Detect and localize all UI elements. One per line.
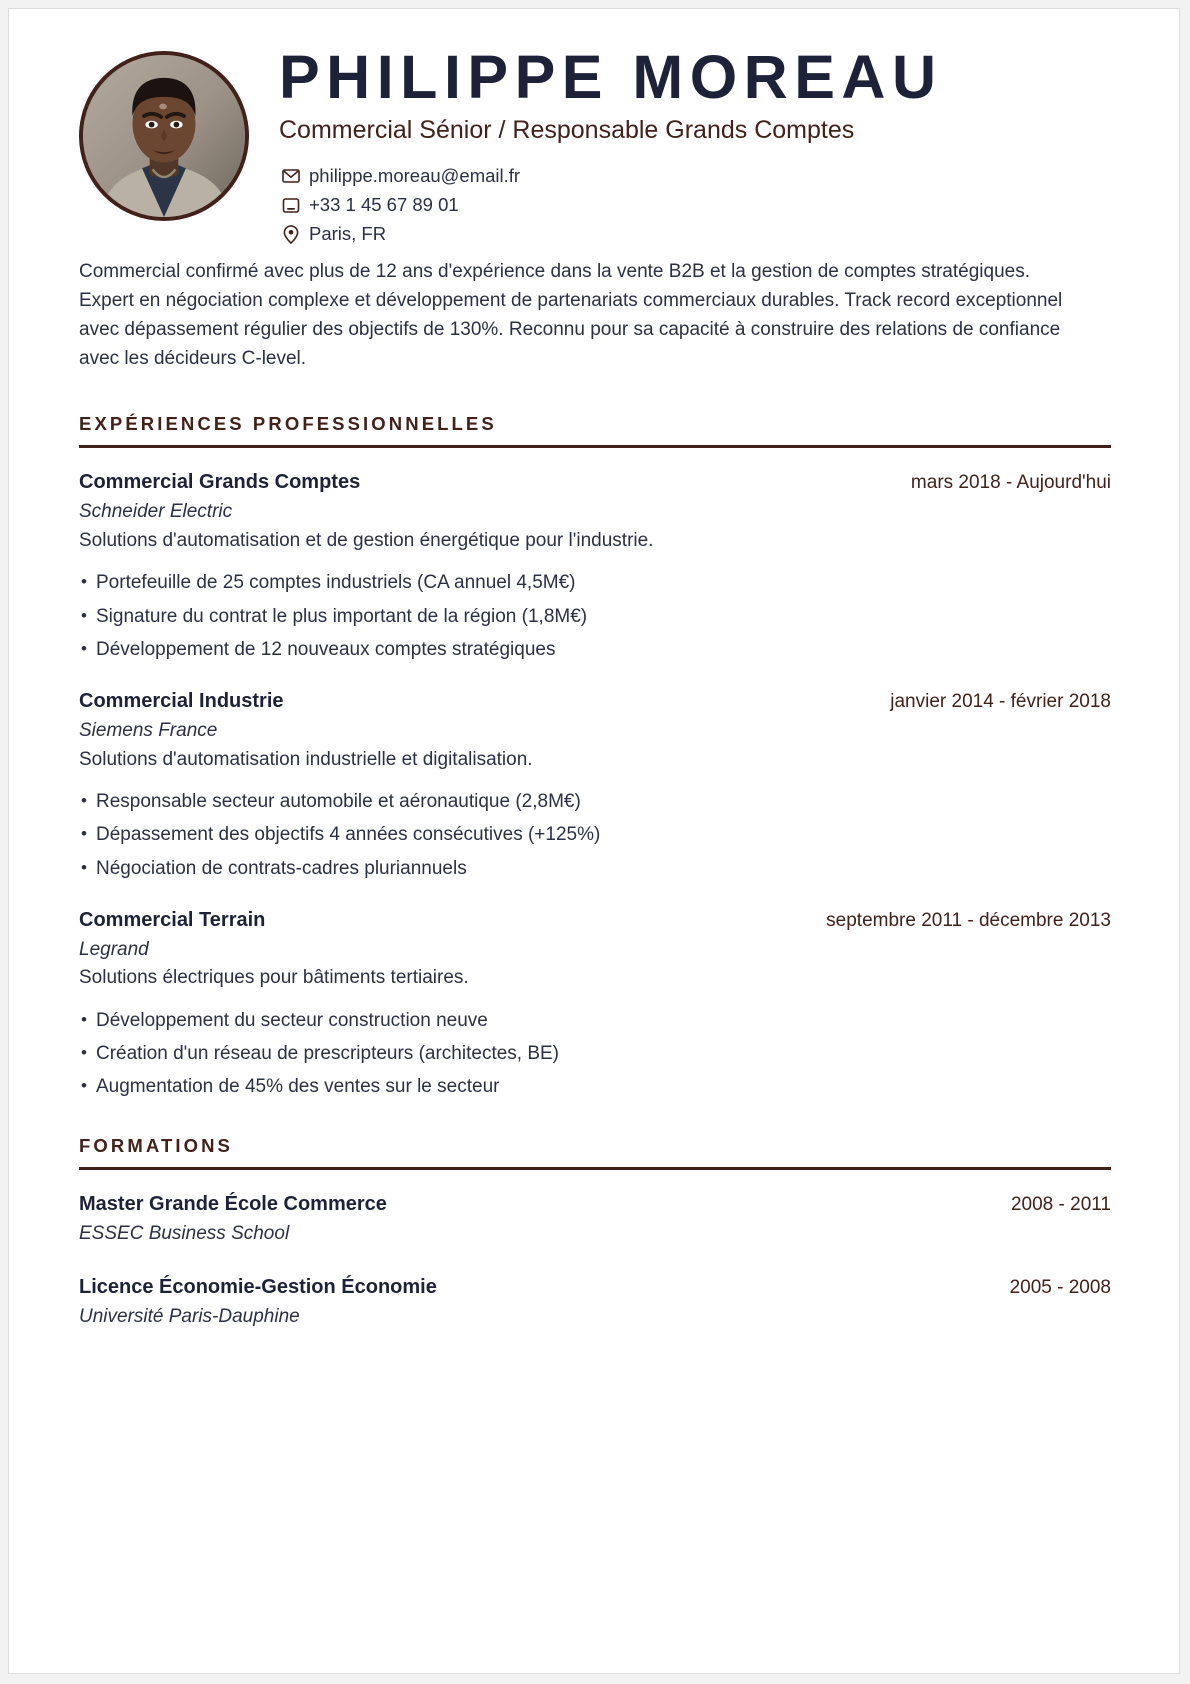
list-item: • Portefeuille de 25 comptes industriels (CA annuel 4,5M€) bbox=[79, 570, 1111, 596]
list-item: • Développement du secteur construction neuve bbox=[79, 1008, 1111, 1034]
list-item: • Création d'un réseau de prescripteurs (architectes, BE) bbox=[79, 1041, 1111, 1067]
page-title: PHILIPPE MOREAU bbox=[279, 43, 943, 111]
experience-description: Solutions électriques pour bâtiments tertiaires. bbox=[79, 967, 469, 989]
experience-description: Solutions d'automatisation industrielle et digitalisation. bbox=[79, 748, 533, 770]
header-text-block bbox=[261, 45, 1111, 244]
education-entry bbox=[79, 1192, 1111, 1248]
profile-photo-illustration bbox=[83, 55, 245, 217]
job-subtitle: Commercial Sénior / Responsable Grands Comptes bbox=[279, 115, 855, 144]
experience-company: Legrand bbox=[79, 938, 149, 960]
list-item: • Augmentation de 45% des ventes sur le secteur bbox=[79, 1074, 1111, 1100]
experience-role: Commercial Terrain bbox=[79, 908, 266, 931]
avatar bbox=[79, 51, 249, 221]
education-entry-header bbox=[79, 1275, 1111, 1300]
experience-entry-header bbox=[79, 470, 1111, 495]
experience-section-title: EXPÉRIENCES PROFESSIONNELLES bbox=[79, 413, 497, 435]
contact-location-value: Paris, FR bbox=[309, 223, 387, 245]
experience-bullet-list bbox=[79, 570, 1111, 663]
experience-entry bbox=[79, 470, 1111, 663]
experience-date: septembre 2011 - décembre 2013 bbox=[826, 909, 1111, 931]
list-item: • Dépassement des objectifs 4 années consécutives (+125%) bbox=[79, 822, 1111, 848]
experience-section bbox=[79, 413, 1111, 1100]
experience-description: Solutions d'automatisation et de gestion énergétique pour l'industrie. bbox=[79, 529, 654, 551]
contact-email[interactable] bbox=[281, 167, 1111, 186]
photo-container bbox=[79, 45, 261, 221]
resume-header bbox=[79, 45, 1111, 244]
contact-phone[interactable] bbox=[281, 196, 1111, 215]
experience-role: Commercial Grands Comptes bbox=[79, 471, 361, 494]
experience-role: Commercial Industrie bbox=[79, 690, 284, 713]
education-entry-header bbox=[79, 1192, 1111, 1217]
contact-list bbox=[279, 167, 1111, 244]
education-school: ESSEC Business School bbox=[79, 1222, 290, 1244]
contact-phone-value: +33 1 45 67 89 01 bbox=[309, 194, 459, 216]
experience-bullet-list bbox=[79, 1008, 1111, 1101]
contact-email-value: philippe.moreau@email.fr bbox=[309, 165, 521, 187]
experience-company: Schneider Electric bbox=[79, 501, 233, 523]
experience-company: Siemens France bbox=[79, 720, 218, 742]
list-item: • Développement de 12 nouveaux comptes stratégiques bbox=[79, 637, 1111, 663]
contact-location[interactable] bbox=[281, 225, 1111, 244]
experience-entry bbox=[79, 689, 1111, 882]
education-entry bbox=[79, 1275, 1111, 1331]
education-degree: Master Grande École Commerce bbox=[79, 1192, 387, 1215]
resume-page bbox=[8, 8, 1180, 1674]
experience-entry bbox=[79, 908, 1111, 1101]
experience-entry-header bbox=[79, 689, 1111, 714]
experience-bullet-list bbox=[79, 789, 1111, 882]
education-section bbox=[79, 1135, 1111, 1331]
list-item: • Négociation de contrats-cadres pluriannuels bbox=[79, 856, 1111, 882]
education-school: Université Paris-Dauphine bbox=[79, 1306, 300, 1328]
education-section-title: FORMATIONS bbox=[79, 1134, 233, 1156]
experience-section-divider bbox=[79, 445, 1111, 448]
location-pin-icon bbox=[281, 225, 300, 244]
education-degree: Licence Économie-Gestion Économie bbox=[79, 1276, 437, 1299]
education-date: 2005 - 2008 bbox=[1009, 1277, 1111, 1299]
envelope-icon bbox=[281, 167, 300, 186]
education-date: 2008 - 2011 bbox=[1010, 1193, 1111, 1215]
list-item: • Responsable secteur automobile et aéronautique (2,8M€) bbox=[79, 789, 1111, 815]
list-item: • Signature du contrat le plus important de la région (1,8M€) bbox=[79, 604, 1111, 630]
experience-date: mars 2018 - Aujourd'hui bbox=[910, 472, 1111, 494]
phone-icon bbox=[281, 196, 300, 215]
experience-date: janvier 2014 - février 2018 bbox=[890, 691, 1111, 713]
experience-entry-header bbox=[79, 908, 1111, 933]
education-section-divider bbox=[79, 1167, 1111, 1170]
professional-summary: Commercial confirmé avec plus de 12 ans d'expérience dans la vente B2B et la gestion de comptes stratégiques. Expert en négociation complexe et développement de partenariats commerciaux durables. Track record exceptionnel avec dépassement régulier des objectifs de 130%. Reconnu pour sa capacité à construire des relations de confiance avec les décideurs C-level. bbox=[79, 260, 1063, 369]
